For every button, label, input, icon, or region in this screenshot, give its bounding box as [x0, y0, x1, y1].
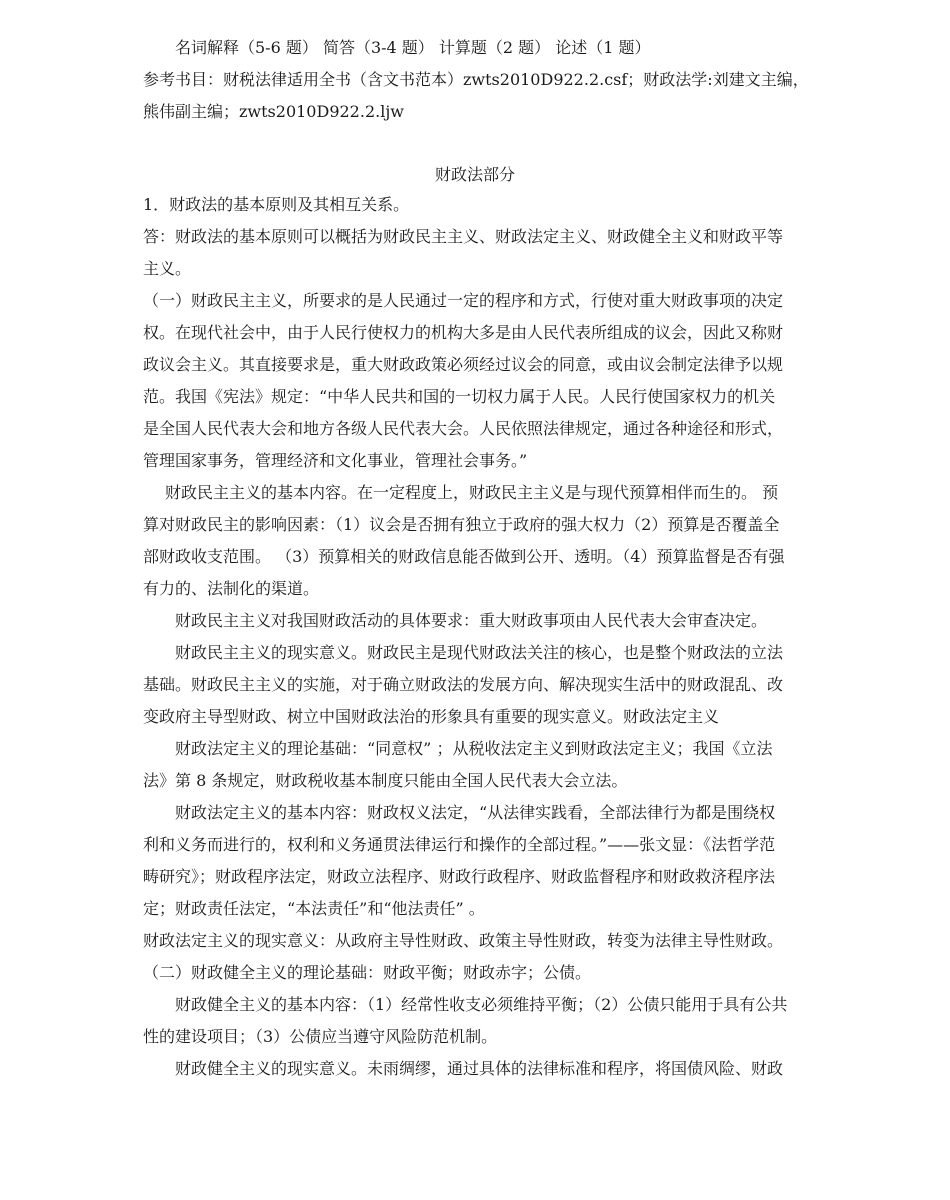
text-line: 财政健全主义的现实意义。未雨绸缪，通过具体的法律标准和程序，将国债风险、财政 — [175, 1059, 784, 1078]
text-line: 政议会主义。其直接要求是，重大财政政策必须经过议会的同意，或由议会制定法律予以规 — [143, 355, 784, 374]
text-line: 主义。 — [143, 259, 192, 278]
text-line: 财政法定主义的现实意义：从政府主导性财政、政策主导性财政，转变为法律主导性财政。 — [143, 931, 784, 950]
text-line: 变政府主导型财政、树立中国财政法治的形象具有重要的现实意义。财政法定主义 — [143, 707, 720, 726]
section-title: 财政法部分 — [434, 165, 515, 184]
text-line: 是全国人民代表大会和地方各级人民代表大会。人民依照法律规定，通过各种途径和形式， — [143, 419, 784, 438]
text-line: （一）财政民主主义，所要求的是人民通过一定的程序和方式，行使对重大财政事项的决定 — [143, 291, 784, 310]
text-line: 财政法定主义的基本内容：财政权义法定，“从法律实践看，全部法律行为都是围绕权 — [175, 803, 776, 822]
text-line: 定；财政责任法定，“本法责任”和“他法责任” 。 — [143, 899, 485, 918]
text-line: 畴研究》；财政程序法定，财政立法程序、财政行政程序、财政监督程序和财政救济程序法 — [143, 867, 776, 886]
text-line: 财政健全主义的基本内容：（1）经常性收支必须维持平衡；（2）公债只能用于具有公共 — [175, 995, 788, 1014]
text-line: 范。我国《宪法》规定：“中华人民共和国的一切权力属于人民。人民行使国家权力的机关 — [143, 387, 776, 406]
text-line: 答：财政法的基本原则可以概括为财政民主主义、财政法定主义、财政健全主义和财政平等 — [143, 227, 784, 246]
reference-books-line-2: 熊伟副主编；zwts2010D922.2.ljw — [143, 102, 404, 121]
text-line: 部财政收支范围。 （3）预算相关的财政信息能否做到公开、透明。（4）预算监督是否有强 — [143, 547, 785, 566]
text-line: 法》第 8 条规定，财政税收基本制度只能由全国人民代表大会立法。 — [143, 771, 628, 790]
text-line: 管理国家事务，管理经济和文化事业，管理社会事务。” — [143, 451, 528, 470]
text-line: 财政民主主义的现实意义。财政民主是现代财政法关注的核心，也是整个财政法的立法 — [175, 643, 784, 662]
text-line: 财政民主主义对我国财政活动的具体要求：重大财政事项由人民代表大会审查决定。 — [175, 611, 768, 630]
text-line: 财政法定主义的理论基础：“同意权” ；从税收法定主义到财政法定主义；我国《立法 — [175, 739, 773, 758]
text-line: 权。在现代社会中，由于人民行使权力的机构大多是由人民代表所组成的议会，因此又称财 — [143, 323, 784, 342]
question-types-line: 名词解释（5-6 题） 简答（3-4 题） 计算题（2 题） 论述（1 题） — [175, 38, 651, 57]
text-line: 财政民主主义的基本内容。在一定程度上，财政民主主义是与现代预算相伴而生的。 预 — [165, 483, 779, 502]
text-line: 基础。财政民主主义的实施，对于确立财政法的发展方向、解决现实生活中的财政混乱、改 — [143, 675, 784, 694]
reference-books-line: 参考书目：财税法律适用全书（含文书范本）zwts2010D922.2.csf；财政法学:刘建文主编， — [143, 70, 809, 89]
text-line: 有力的、法制化的渠道。 — [143, 579, 320, 598]
text-line: 算对财政民主的影响因素：（1）议会是否拥有独立于政府的强大权力（2）预算是否覆盖全 — [143, 515, 780, 534]
text-line: 利和义务而进行的，权利和义务通贯法律运行和操作的全部过程。”——张文显：《法哲学范 — [143, 835, 776, 854]
text-line: 性的建设项目；（3）公债应当遵守风险防范机制。 — [143, 1027, 498, 1046]
text-line: （二）财政健全主义的理论基础：财政平衡；财政赤字；公债。 — [143, 963, 592, 982]
question-heading: 1．财政法的基本原则及其相互关系。 — [143, 195, 410, 214]
